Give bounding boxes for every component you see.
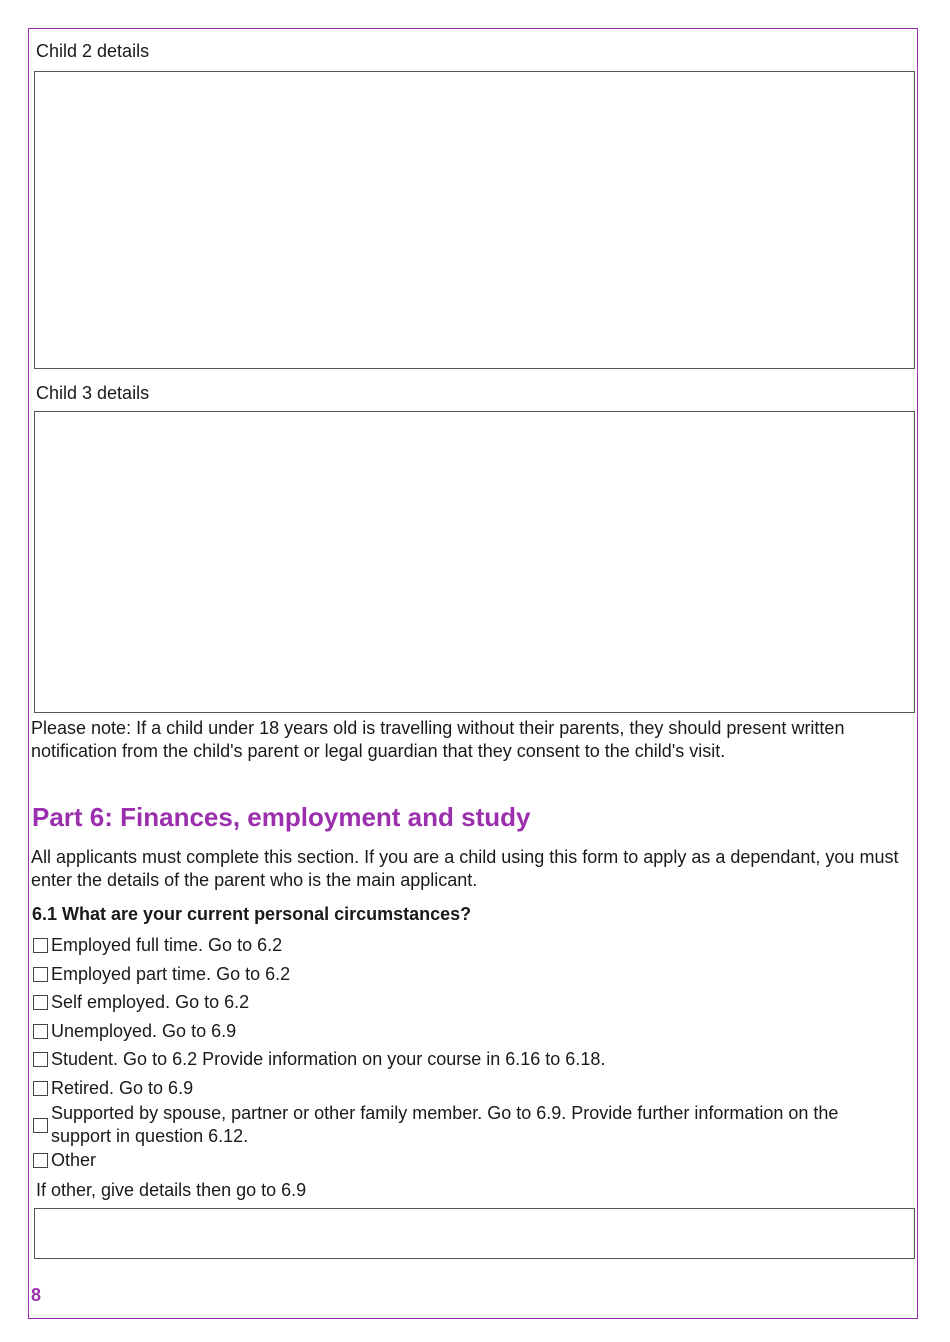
checkbox[interactable] (33, 1081, 48, 1096)
option-employed-full-time[interactable] (33, 934, 903, 957)
option-label: Employed full time. Go to 6.2 (51, 935, 283, 955)
other-details-label: If other, give details then go to 6.9 (36, 1180, 307, 1200)
option-label: Retired. Go to 6.9 (51, 1078, 194, 1098)
option-label: Unemployed. Go to 6.9 (51, 1021, 237, 1041)
checkbox[interactable] (33, 1024, 48, 1039)
option-label: Supported by spouse, partner or other family member. Go to 6.9. Provide further information on the support in question 6.12. (51, 1103, 839, 1146)
checkbox[interactable] (33, 938, 48, 953)
option-self-employed[interactable] (33, 991, 903, 1014)
option-student[interactable] (33, 1048, 903, 1071)
page-number: 8 (31, 1285, 42, 1305)
option-other[interactable] (33, 1149, 903, 1172)
checkbox[interactable] (33, 1118, 48, 1133)
option-retired[interactable] (33, 1077, 903, 1100)
checkbox[interactable] (33, 1153, 48, 1168)
option-employed-part-time[interactable] (33, 963, 903, 986)
checkbox[interactable] (33, 995, 48, 1010)
option-label: Other (51, 1150, 97, 1170)
child-travel-note: Please note: If a child under 18 years old is travelling without their parents, they should present written notification from the child's parent or legal guardian that they consent to the child's visit. (31, 718, 845, 761)
option-supported[interactable] (33, 1102, 903, 1148)
option-label: Student. Go to 6.2 Provide information on your course in 6.16 to 6.18. (51, 1049, 606, 1069)
checkbox[interactable] (33, 967, 48, 982)
other-details-field[interactable] (34, 1208, 915, 1259)
child2-label: Child 2 details (36, 41, 150, 61)
child2-details-field[interactable] (34, 71, 915, 369)
question-6-1: 6.1 What are your current personal circumstances? (32, 904, 472, 924)
child3-details-field[interactable] (34, 411, 915, 713)
option-label: Employed part time. Go to 6.2 (51, 964, 291, 984)
option-unemployed[interactable] (33, 1020, 903, 1043)
child3-label: Child 3 details (36, 383, 150, 403)
option-label: Self employed. Go to 6.2 (51, 992, 250, 1012)
part6-heading: Part 6: Finances, employment and study (32, 802, 531, 832)
part6-intro: All applicants must complete this section. If you are a child using this form to apply as a dependant, you must enter the details of the parent who is the main applicant. (31, 847, 899, 890)
checkbox[interactable] (33, 1052, 48, 1067)
